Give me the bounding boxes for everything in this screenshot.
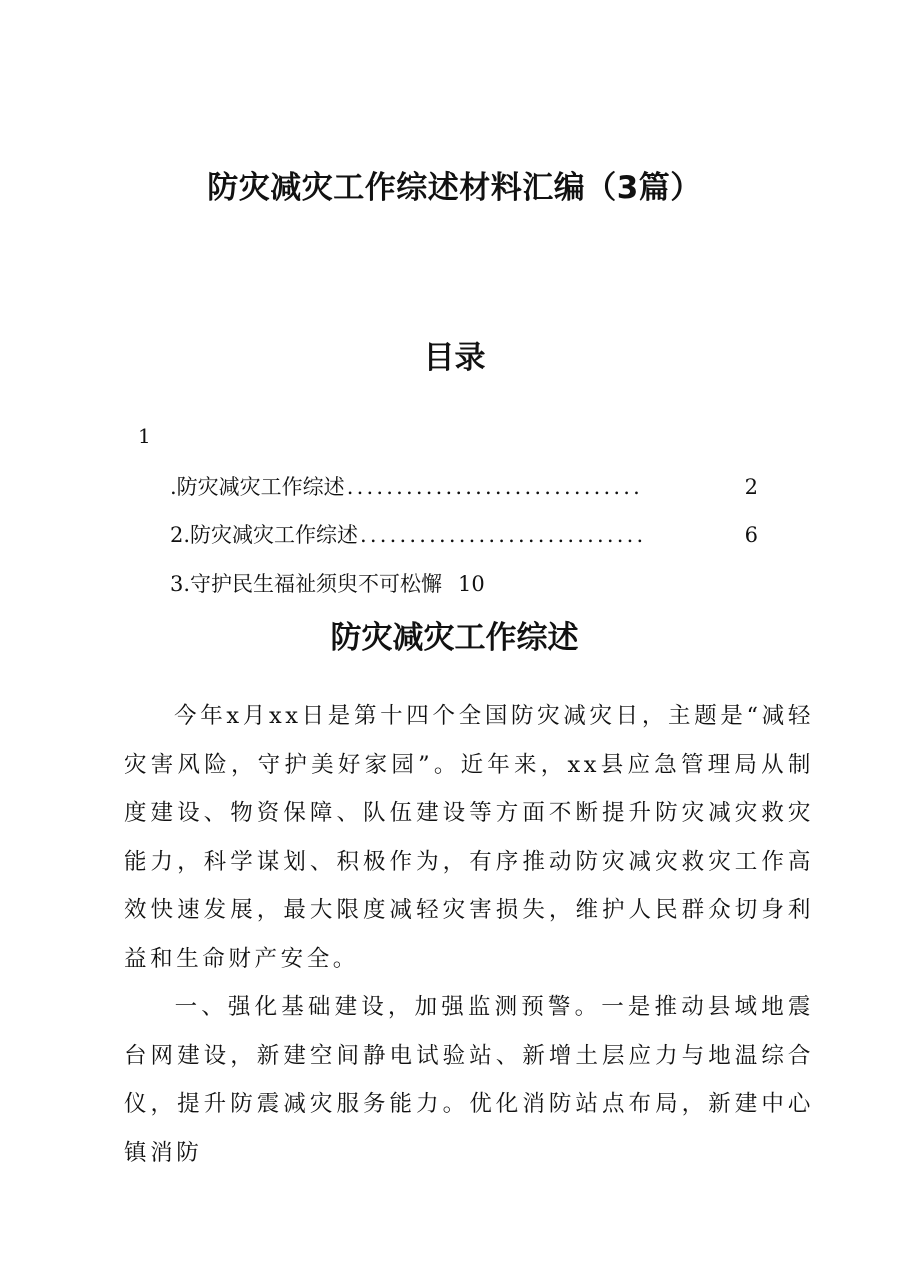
toc-entry-page: 6: [744, 523, 758, 547]
toc-number: 1: [138, 424, 151, 448]
document-title: 防灾减灾工作综述材料汇编（3篇）: [207, 170, 702, 206]
body-paragraph: [124, 692, 814, 983]
toc-leader-dots: .............................: [360, 523, 647, 547]
toc-heading: 目录: [423, 340, 486, 376]
toc-entry-label: .防灾减灾工作综述: [170, 475, 345, 499]
toc-entry-page: 2: [744, 475, 758, 499]
toc-entry-label: 2.防灾减灾工作综述: [170, 523, 359, 547]
section-title: 防灾减灾工作综述: [330, 620, 579, 656]
paragraph-text: 一、强化基础建设，加强监测预警。一是推动县域地震台网建设，新建空间静电试验站、新增土层应力与地温综合仪，提升防震减灾服务能力。优化消防站点布局，新建中心镇消防: [124, 994, 814, 1166]
body-paragraph: [124, 983, 814, 1177]
toc-leader-dots: ..............................: [346, 475, 643, 499]
toc-entry-page: 10: [458, 572, 485, 596]
toc-entry-2[interactable]: [170, 519, 758, 549]
toc-entry-3[interactable]: [170, 568, 485, 598]
toc-entry-1[interactable]: [170, 471, 758, 501]
paragraph-text: 今年x月xx日是第十四个全国防灾减灾日，主题是“减轻灾害风险，守护美好家园”。近年来，xx县应急管理局从制度建设、物资保障、队伍建设等方面不断提升防灾减灾救灾能力，科学谋划、积极作为，有序推动防灾减灾救灾工作高效快速发展，最大限度减轻灾害损失，维护人民群众切身利益和生命财产安全。: [124, 703, 814, 972]
toc-entry-label: 3.守护民生福祉须臾不可松懈: [170, 572, 443, 596]
